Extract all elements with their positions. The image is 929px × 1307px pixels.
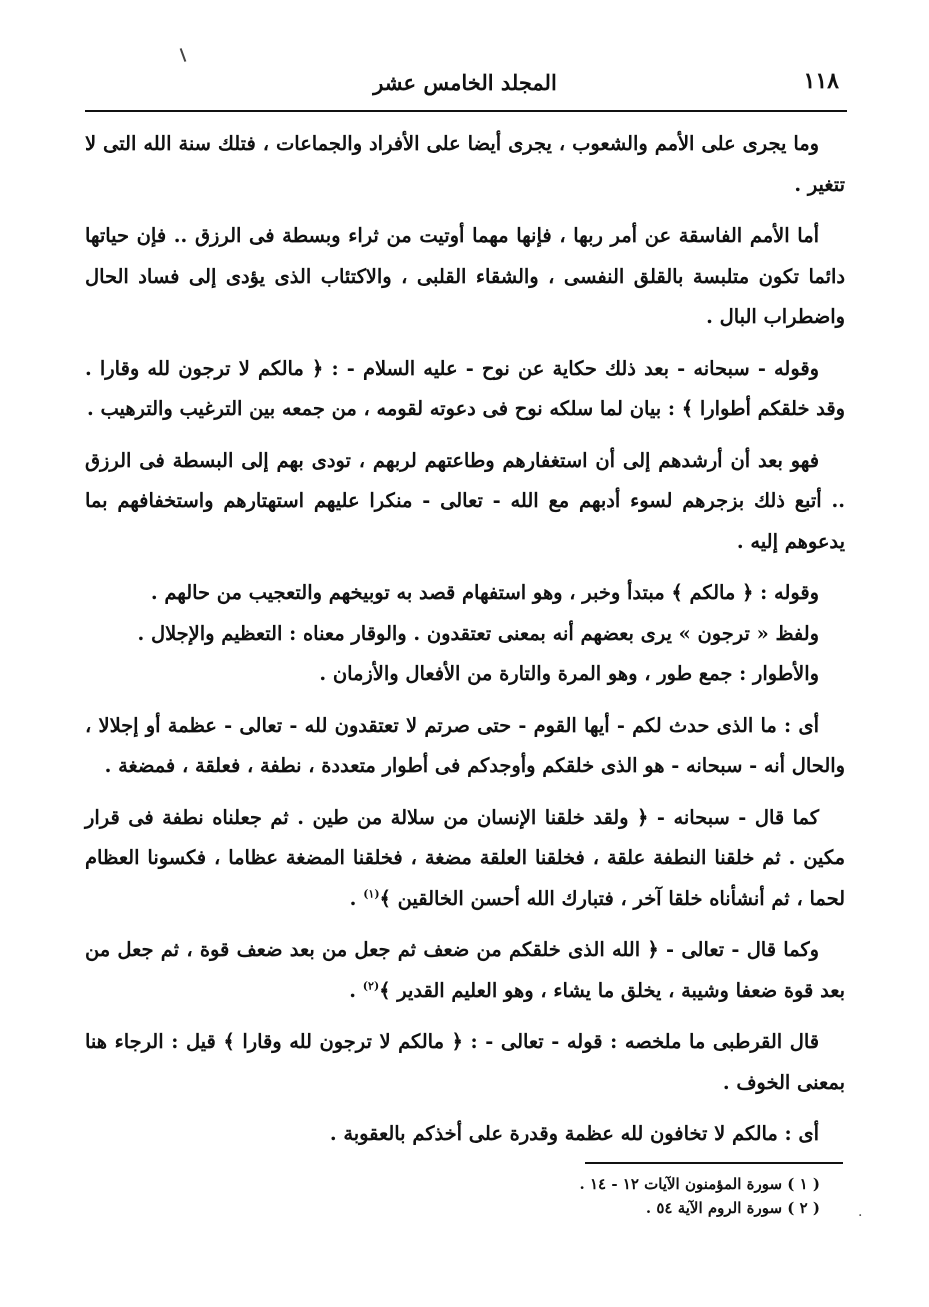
page-number: ١١٨ — [803, 68, 839, 94]
footnote-1: ( ١ ) سورة المؤمنون الآيات ١٢ - ١٤ . — [579, 1175, 820, 1193]
running-title: المجلد الخامس عشر — [373, 70, 557, 95]
paragraph-11: قال القرطبى ما ملخصه : قوله - تعالى - : ﴿ مالكم لا ترجون لله وقارا ﴾ قيل : الرجاء هنا بمعنى الخوف . — [85, 1030, 845, 1094]
header-rule — [85, 110, 847, 112]
paragraph-4: فهو بعد أن أرشدهم إلى أن استغفارهم وطاعتهم لربهم ، تودى بهم إلى البسطة فى الرزق .. أتبع ذلك بزجرهم لسوء أدبهم مع الله - تعالى - منكرا عليهم استهتارهم واستخفافهم بما يدعوهم إليه . — [85, 448, 845, 553]
paragraph-1: وما يجرى على الأمم والشعوب ، يجرى أيضا على الأفراد والجماعات ، فتلك سنة الله التى لا تتغير . — [85, 132, 845, 196]
footnote-ref-1: (١) — [363, 887, 380, 901]
paragraph-10-text: وكما قال - تعالى - ﴿ الله الذى خلقكم من ضعف ثم جعل من بعد ضعف قوة ، ثم جعل من بعد قوة ضعفا وشيبة ، يخلق ما يشاء ، وهو العليم القدير ﴾ — [85, 938, 845, 1002]
paragraph-9-text: كما قال - سبحانه - ﴿ ولقد خلقنا الإنسان من سلالة من طين . ثم جعلناه نطفة فى قرار مكين . ثم خلقنا النطفة علقة ، فخلقنا العلقة مضغة ، فخلقنا المضغة عظاما ، فكسونا العظام لحما ، ثم أنشأناه خلقا آخر ، فتبارك الله أحسن الخالقين ﴾ — [85, 805, 845, 910]
footnote-rule — [585, 1162, 843, 1164]
scan-speck — [180, 48, 187, 62]
paragraph-12: أى : مالكم لا تخافون لله عظمة وقدرة على أخذكم بالعقوبة . — [329, 1122, 819, 1145]
paragraph-10-end: . — [349, 978, 363, 1002]
paragraph-9-end: . — [349, 886, 364, 910]
body-text — [85, 124, 845, 1166]
paragraph-3: وقوله - سبحانه - بعد ذلك حكاية عن نوح - عليه السلام - : ﴿ مالكم لا ترجون لله وقارا . وقد خلقكم أطوارا ﴾ : بيان لما سلكه نوح فى دعوته لقومه ، من جمعه بين الترغيب والترهيب . — [85, 356, 845, 420]
paragraph-7: والأطوار : جمع طور ، وهو المرة والتارة من الأفعال والأزمان . — [319, 662, 819, 685]
footnote-2: ( ٢ ) سورة الروم الآية ٥٤ . — [645, 1199, 820, 1217]
paragraph-6: ولفظ « ترجون » يرى بعضهم أنه بمعنى تعتقدون . والوقار معناه : التعظيم والإجلال . — [137, 621, 819, 645]
scan-speck-2: · — [858, 1208, 863, 1224]
footnotes — [300, 1172, 820, 1220]
paragraph-2: أما الأمم الفاسقة عن أمر ربها ، فإنها مهما أوتيت من ثراء وبسطة فى الرزق .. فإن حياتها دائما تكون متلبسة بالقلق النفسى ، والشقاء القلبى ، والاكتئاب الذى يؤدى إلى فساد الحال واضطراب البال . — [85, 224, 845, 328]
page-header — [85, 62, 845, 110]
paragraph-8: أى : ما الذى حدث لكم - أيها القوم - حتى صرتم لا تعتقدون لله - تعالى - عظمة أو إجلالا ، والحال أنه - سبحانه - هو الذى خلقكم وأوجدكم فى أطوار متعددة ، نطفة ، فعلقة ، فمضغة . — [85, 713, 845, 777]
paragraph-5: وقوله : ﴿ مالكم ﴾ مبتدأ وخبر ، وهو استفهام قصد به توبيخهم والتعجيب من حالهم . — [150, 581, 819, 604]
paragraph-9 — [85, 798, 845, 920]
paragraph-10 — [85, 930, 845, 1011]
footnote-ref-2: (٢) — [362, 979, 380, 993]
